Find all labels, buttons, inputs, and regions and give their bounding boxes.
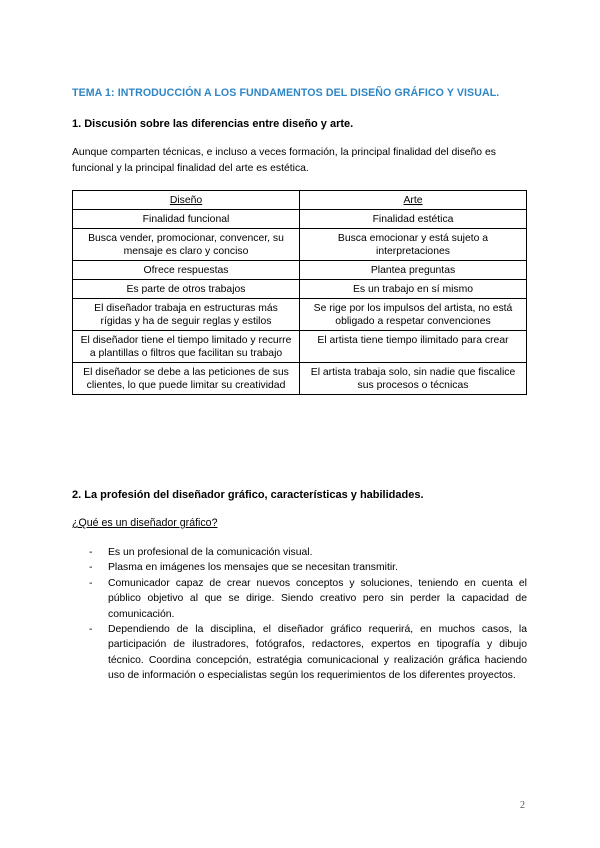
bullet-dash: - [89,624,93,636]
list-item [72,576,527,622]
table-cell: El diseñador se debe a las peticiones de sus clientes, lo que puede limitar su creatividad [73,363,300,395]
table-cell: Es parte de otros trabajos [73,280,300,299]
table-cell: Se rige por los impulsos del artista, no está obligado a respetar convenciones [300,299,527,331]
section-2-subheading: ¿Qué es un diseñador gráfico? [72,517,218,529]
table-cell: El artista tiene tiempo ilimitado para crear [300,331,527,363]
table-row [73,280,527,299]
list-item [72,622,527,684]
document-title: TEMA 1: INTRODUCCIÓN A LOS FUNDAMENTOS DEL DISEÑO GRÁFICO Y VISUAL. [72,87,500,99]
table-row [73,229,527,261]
section-1-paragraph: Aunque comparten técnicas, e incluso a veces formación, la principal finalidad del diseño es funcional y la principal finalidad del arte es estética. [72,147,496,174]
bullet-dash: - [89,577,93,589]
section-2-heading: 2. La profesión del diseñador gráfico, características y habilidades. [72,489,424,501]
bullet-dash: - [89,547,93,558]
header-arte: Arte [300,191,527,210]
section-1-heading: 1. Discusión sobre las diferencias entre diseño y arte. [72,118,354,130]
table-cell: El diseñador tiene el tiempo limitado y recurre a plantillas o filtros que facilitan su trabajo [73,331,300,363]
list-item-text: Dependiendo de la disciplina, el diseñador gráfico requerirá, en muchos casos, la participación de ilustradores, fotógrafos, redactores, expertos en tipografía y dibujo técnico. Coordina concepción, estratégia comunicacional y realización gráfica haciendo uso de información o especialistas según los requerimientos de los diferentes proyectos. [108,624,527,682]
list-item-text: Plasma en imágenes los mensajes que se necesitan transmitir. [108,562,398,574]
list-item-text: Es un profesional de la comunicación visual. [108,547,313,558]
table-cell: Es un trabajo en sí mismo [300,280,527,299]
table-cell: El diseñador trabaja en estructuras más rígidas y ha de seguir reglas y estilos [73,299,300,331]
table-cell: Busca vender, promocionar, convencer, su mensaje es claro y conciso [73,229,300,261]
header-diseno: Diseño [73,191,300,210]
list-item [72,545,527,560]
page-number: 2 [520,800,525,811]
table-cell: Busca emocionar y está sujeto a interpretaciones [300,229,527,261]
bullet-dash: - [89,562,93,574]
list-item-text: Comunicador capaz de crear nuevos conceptos y soluciones, teniendo en cuenta el público objetivo al que se dirige. Siendo creativo pero sin perder la capacidad de comunicación. [108,577,527,620]
table-row [73,210,527,229]
bullet-list [72,545,527,684]
table-cell: Plantea preguntas [300,261,527,280]
list-item [72,560,527,575]
table-cell: Finalidad funcional [73,210,300,229]
table-row [73,261,527,280]
comparison-table [72,190,527,395]
table-row [73,363,527,395]
table-row [73,299,527,331]
table-cell: El artista trabaja solo, sin nadie que fiscalice sus procesos o técnicas [300,363,527,395]
table-cell: Finalidad estética [300,210,527,229]
table-header-row [73,191,527,210]
table-cell: Ofrece respuestas [73,261,300,280]
table-row [73,331,527,363]
